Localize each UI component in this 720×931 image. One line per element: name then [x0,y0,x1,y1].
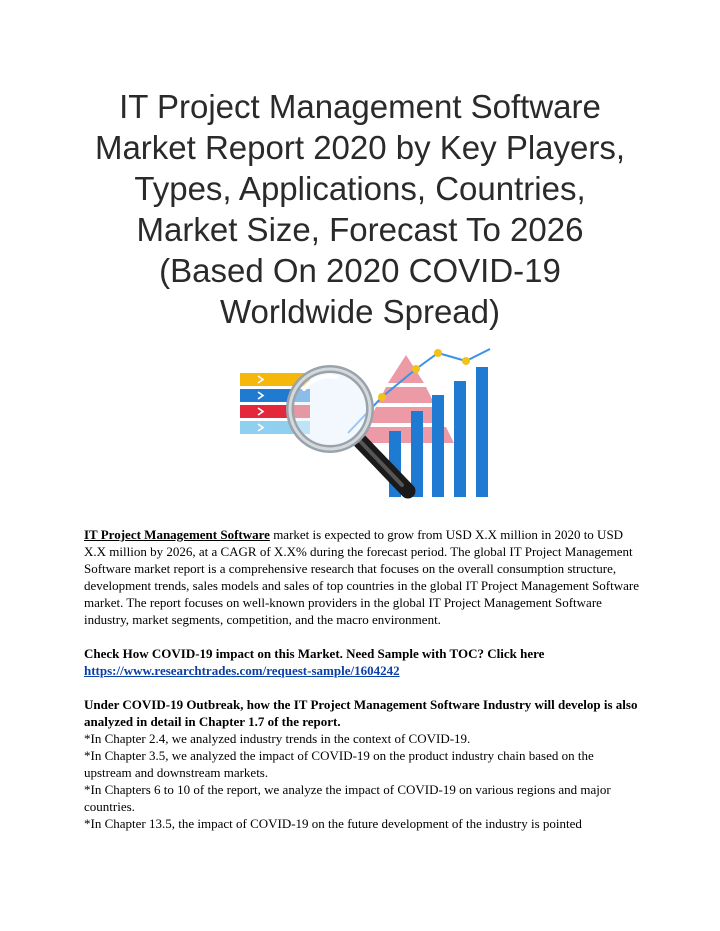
intro-paragraph [84,526,644,628]
title-line: Market Report 2020 by Key Players, [94,129,626,166]
covid-item: *In Chapter 2.4, we analyzed industry trends in the context of COVID-19. [84,731,471,746]
sample-cta-text: Check How COVID-19 impact on this Market. Need Sample with TOC? Click here [84,646,545,661]
title-line: Market Size, Forecast To 2026 [136,211,584,248]
title-line: Worldwide Spread) [219,293,501,330]
magnifier-over-report-charts-icon [232,345,498,505]
intro-lead: IT Project Management Software [84,527,270,542]
report-body [84,526,644,832]
covid-item: *In Chapter 3.5, we analyzed the impact of COVID-19 on the product industry chain based on the upstream and downstream markets. [84,748,594,780]
title-line: Types, Applications, Countries, [134,170,586,207]
covid-item: *In Chapters 6 to 10 of the report, we analyze the impact of COVID-19 on various regions and major countries. [84,782,611,814]
covid-heading: Under COVID-19 Outbreak, how the IT Project Management Software Industry will develop is also analyzed in detail in Chapter 1.7 of the report. [84,697,638,729]
intro-text: market is expected to grow from USD X.X million in 2020 to USD X.X million by 2026, at a CAGR of X.X% during the forecast period. The global IT Project Management Software market report is a comprehensive research that focuses on the overall consumption structure, development trends, sales models and sales of top countries in the global IT Project Management Software market. The report focuses on well-known providers in the global IT Project Management Software industry, market segments, competition, and the macro environment. [84,527,640,627]
sample-request-link[interactable]: https://www.researchtrades.com/request-sample/1604242 [84,663,400,678]
title-line: IT Project Management Software [119,88,601,125]
covid-item: *In Chapter 13.5, the impact of COVID-19 on the future development of the industry is pointed [84,816,582,831]
title-line: (Based On 2020 COVID-19 [159,252,561,289]
report-title [60,86,660,332]
